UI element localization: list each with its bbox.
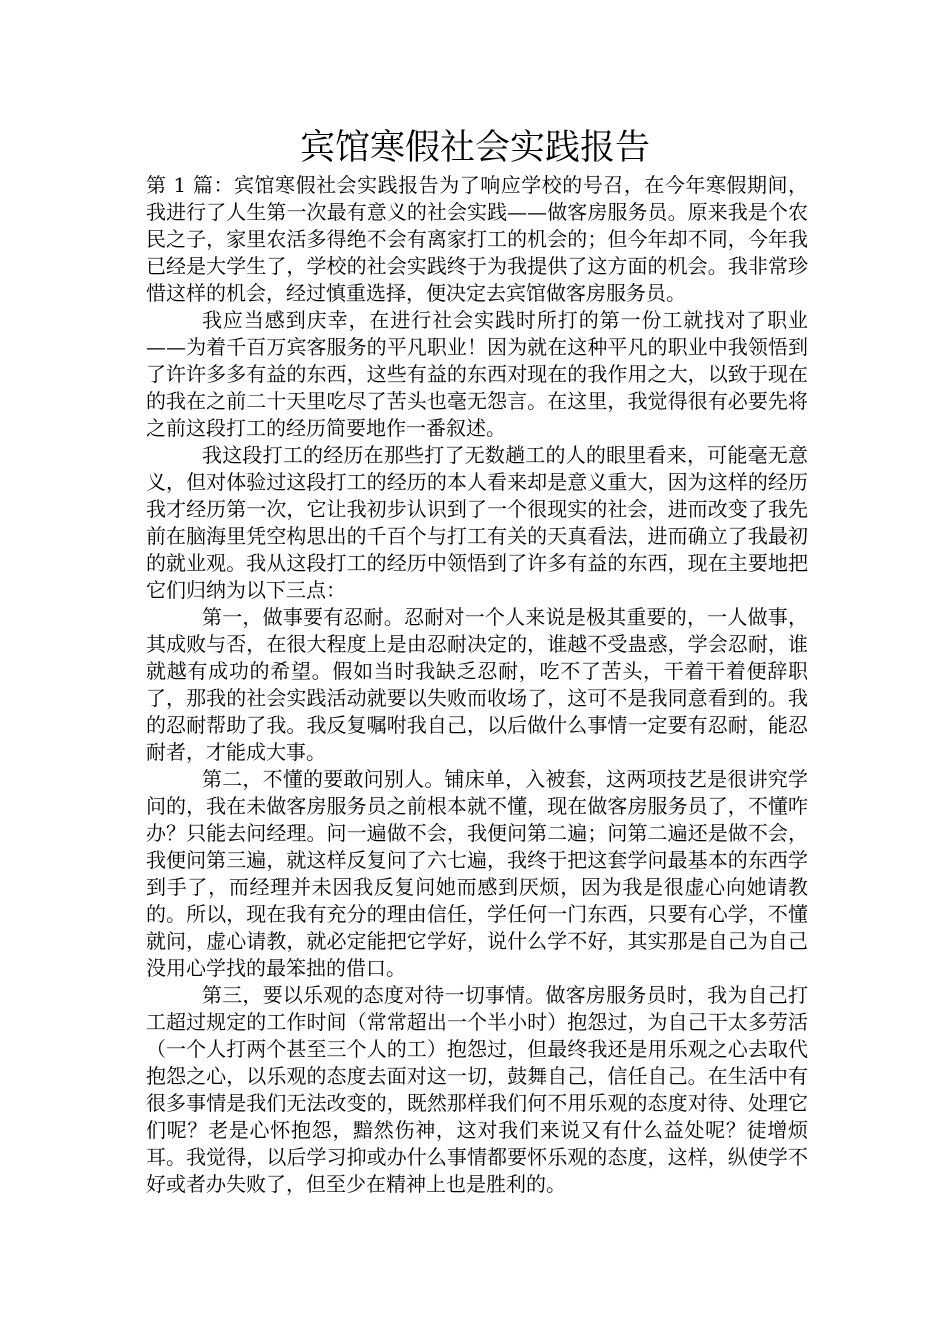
- paragraph-5: 第二，不懂的要敢问别人。铺床单，入被套，这两项技艺是很讲究学问的，我在未做客房服务员之前根本就不懂，现在做客房服务员了，不懂咋办？只能去问经理。问一遍做不会，我便问第二遍；问第二遍还是做不会，我便问第三遍，就这样反复问了六七遍，我终于把这套学问最基本的东西学到手了，而经理并未因我反复问她而感到厌烦，因为我是很虚心向她请教的。所以，现在我有充分的理由信任，学任何一门东西，只要有心学，不懂就问，虚心请教，就必定能把它学好，说什么学不好，其实那是自己为自己没用心学找的最笨拙的借口。: [146, 767, 808, 980]
- paragraph-4: 第一，做事要有忍耐。忍耐对一个人来说是极其重要的，一人做事，其成败与否，在很大程度上是由忍耐决定的，谁越不受蛊惑，学会忍耐，谁就越有成功的希望。假如当时我缺乏忍耐，吃不了苦头，干着干着便辞职了，那我的社会实践活动就要以失败而收场了，这可不是我同意看到的。我的忍耐帮助了我。我反复嘱咐我自己，以后做什么事情一定要有忍耐，能忍耐者，才能成大事。: [146, 605, 808, 764]
- paragraph-6: 第三，要以乐观的态度对待一切事情。做客房服务员时，我为自己打工超过规定的工作时间（常常超出一个半小时）抱怨过，为自己干太多劳活（一个人打两个甚至三个人的工）抱怨过，但最终我还是用乐观之心去取代抱怨之心，以乐观的态度去面对这一切，鼓舞自己，信任自己。在生活中有很多事情是我们无法改变的，既然那样我们何不用乐观的态度对待、处理它们呢？老是心怀抱怨，黯然伤神，这对我们来说又有什么益处呢？徒增烦耳。我觉得，以后学习抑或办什么事情都要怀乐观的态度，这样，纵使学不好或者办失败了，但至少在精神上也是胜利的。: [146, 983, 808, 1196]
- document-title: 宾馆寒假社会实践报告: [299, 128, 650, 168]
- paragraph-2: 我应当感到庆幸，在进行社会实践时所打的第一份工就找对了职业——为着千百万宾客服务的平凡职业！因为就在这种平凡的职业中我领悟到了许许多多有益的东西，这些有益的东西对现在的我作用之大，以致于现在的我在之前二十天里吃尽了苦头也毫无怨言。在这里，我觉得很有必要先将之前这段打工的经历简要地作一番叙述。: [146, 308, 808, 440]
- document-body: [146, 172, 808, 1198]
- paragraph-1: 第 1 篇：宾馆寒假社会实践报告为了响应学校的号召，在今年寒假期间，我进行了人生第一次最有意义的社会实践——做客房服务员。原来我是个农民之子，家里农活多得绝不会有离家打工的机会的；但今年却不同，今年我已经是大学生了，学校的社会实践终于为我提供了这方面的机会。我非常珍惜这样的机会，经过慎重选择，便决定去宾馆做客房服务员。: [146, 173, 808, 305]
- paragraph-3: 我这段打工的经历在那些打了无数趟工的人的眼里看来，可能毫无意义，但对体验过这段打工的经历的本人看来却是意义重大，因为这样的经历我才经历第一次，它让我初步认识到了一个很现实的社会，进而改变了我先前在脑海里凭空构思出的千百个与打工有关的天真看法，进而确立了我最初的就业观。我从这段打工的经历中领悟到了许多有益的东西，现在主要地把它们归纳为以下三点：: [146, 443, 808, 602]
